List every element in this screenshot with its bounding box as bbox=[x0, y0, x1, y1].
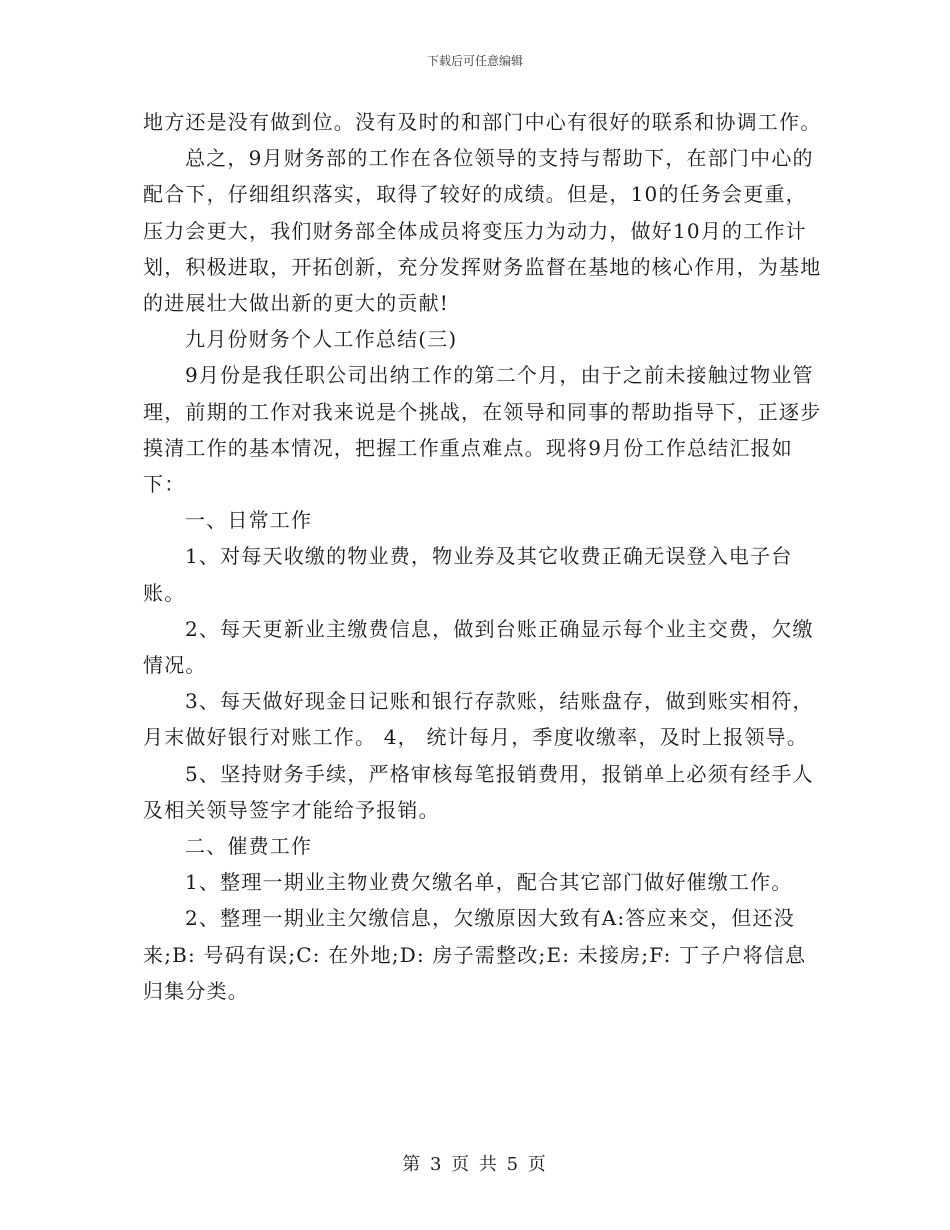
list-item: 1、整理一期业主物业费欠缴名单，配合其它部门做好催缴工作。 bbox=[185, 870, 793, 895]
list-item: 1、对每天收缴的物业费，物业券及其它收费正确无误登入电子台账。 bbox=[143, 544, 793, 605]
section-title: 九月份财务个人工作总结(三) bbox=[185, 327, 458, 352]
list-item: 2、整理一期业主欠缴信息，欠缴原因大致有A:答应来交，但还没来;B: 号码有误;C: 在外地;D: 房子需整改;E: 未接房;F: 丁子户将信息归集分类。 bbox=[143, 906, 807, 1003]
document-body bbox=[143, 104, 823, 1009]
page-header-note: 下载后可任意编辑 bbox=[426, 54, 523, 68]
page-number: 第 3 页 共 5 页 bbox=[402, 1154, 548, 1175]
paragraph: 地方还是没有做到位。没有及时的和部门中心有很好的联系和协调工作。 bbox=[143, 110, 822, 134]
paragraph: 总之，9月财务部的工作在各位领导的支持与帮助下，在部门中心的配合下，仔细组织落实，取得了较好的成绩。但是，10的任务会更重，压力会更大，我们财务部全体成员将变压力为动力，做好10月的工作计划，积极进取，开拓创新，充分发挥财务监督在基地的核心作用，为基地的进展壮大做出新的更大的贡献! bbox=[143, 146, 822, 316]
paragraph: 9月份是我任职公司出纳工作的第二个月，由于之前未接触过物业管理，前期的工作对我来说是个挑战，在领导和同事的帮助指导下，正逐步摸清工作的基本情况，把握工作重点难点。现将9月份工作总结汇报如下： bbox=[143, 363, 822, 497]
section-heading: 一、日常工作 bbox=[185, 508, 313, 533]
list-item: 5、坚持财务手续，严格审核每笔报销费用，报销单上必须有经手人及相关领导签字才能给予报销。 bbox=[143, 761, 814, 822]
list-item: 2、每天更新业主缴费信息，做到台账正确显示每个业主交费，欠缴情况。 bbox=[143, 616, 814, 678]
section-heading: 二、催费工作 bbox=[185, 834, 313, 859]
list-item: 3、每天做好现金日记账和银行存款账，结账盘存，做到账实相符，月末做好银行对账工作。 4， 统计每月，季度收缴率，及时上报领导。 bbox=[143, 689, 814, 750]
